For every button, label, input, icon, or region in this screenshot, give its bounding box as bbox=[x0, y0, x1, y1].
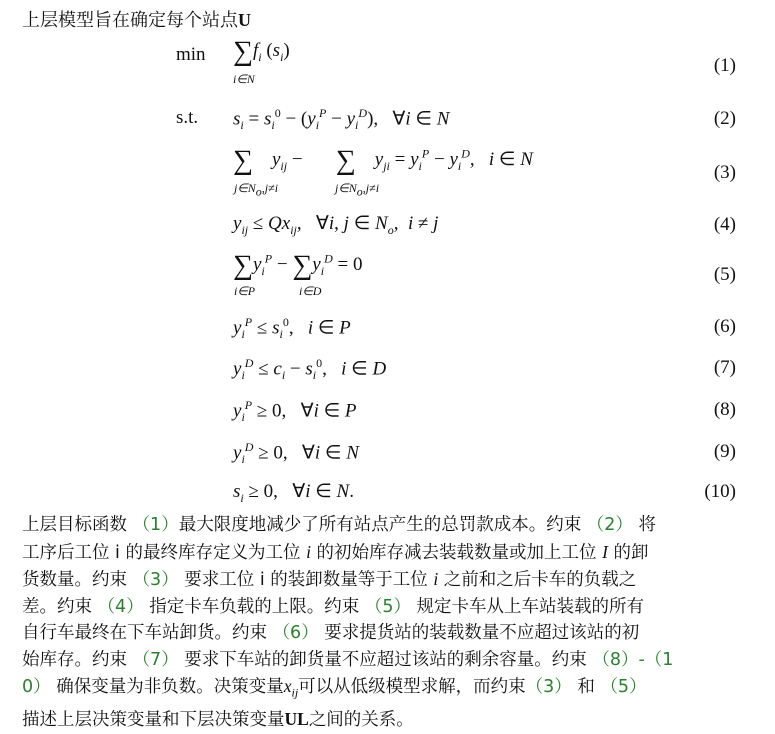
equation-6: $y_i^P \le s_i^0$, i ∈ P bbox=[233, 315, 351, 342]
equation-9: $y_i^D \ge 0$, ∀i ∈ N bbox=[233, 440, 359, 467]
eq-number-6: (6) bbox=[713, 316, 736, 337]
eq3-subscript-a: $j\in N_o,j\ne i$ bbox=[234, 181, 279, 199]
eq-number-4: (4) bbox=[713, 214, 736, 235]
section-heading bbox=[22, 6, 251, 32]
equation-10: $s_i \ge 0$, ∀i ∈ N. bbox=[233, 481, 354, 505]
eq1-subscript: i∈N bbox=[233, 72, 255, 86]
ref-link[interactable]: （8）-（1 bbox=[592, 649, 674, 670]
min-label: min bbox=[176, 44, 206, 65]
equation-4: $y_{ij} \le Qx_{ij}$, ∀i, j ∈ $N_o$, i ≠ j bbox=[233, 213, 439, 237]
eq-number-1: (1) bbox=[713, 55, 736, 76]
equation-1: $\sum f_i$ $(s_i)$ bbox=[233, 36, 290, 67]
eq-number-8: (8) bbox=[713, 399, 736, 420]
equation-8: $y_i^P \ge 0$, ∀i ∈ P bbox=[233, 398, 357, 425]
ref-link[interactable]: （1） bbox=[132, 515, 179, 535]
ref-link[interactable]: （7） bbox=[132, 649, 179, 670]
ref-link[interactable]: 0） bbox=[22, 677, 51, 697]
eq3-subscript-b: $j\in N_o,j\ne i$ bbox=[335, 181, 380, 199]
st-label: s.t. bbox=[176, 107, 199, 128]
heading-text: 上层模型旨在确定每个站点 bbox=[22, 10, 238, 31]
heading-bold: U bbox=[238, 10, 251, 30]
ref-link[interactable]: （6） bbox=[272, 623, 319, 643]
eq-number-5: (5) bbox=[713, 264, 736, 285]
eq5-subscript-b: i∈D bbox=[299, 284, 322, 298]
ref-link[interactable]: （2） bbox=[586, 515, 633, 535]
eq5-subscript-a: i∈P bbox=[234, 284, 256, 298]
eq-number-7: (7) bbox=[713, 357, 736, 378]
eq-number-2: (2) bbox=[713, 108, 736, 129]
equation-7: $y_i^D \le c_i - s_i^0$, i ∈ D bbox=[233, 356, 387, 383]
ref-link[interactable]: （3） bbox=[132, 570, 179, 590]
eq-number-10: (10) bbox=[704, 481, 736, 502]
ref-link[interactable]: （5） bbox=[600, 677, 647, 697]
ref-link[interactable]: （4） bbox=[97, 596, 144, 617]
equation-3: ∑ $y_{ij}$ − ∑ $y_{ji} = y_i^P - y_i^D$, i ∈ N bbox=[233, 145, 533, 176]
equation-2: $s_i = s_i^0 - (y_i^P - y_i^D)$, ∀i ∈ N bbox=[233, 106, 450, 133]
eq-number-9: (9) bbox=[713, 441, 736, 462]
ref-link[interactable]: （5） bbox=[364, 596, 411, 617]
explanation-paragraph: 上层目标函数 （1）最大限度地减少了所有站点产生的总罚款成本。约束 （2） 将 工序后工位 i 的最终库存定义为工位 i 的初始库存减去装载数量或加上工位 I 的卸 货数量。约束 （3） 要求工位 i 的装卸数量等于工位 i 之前和之后卡车的负载之 差。约束 （4） 指定卡车负载的上限。约束 （5） 规定卡车从上车站装载的所有 自行车最终在下车站卸货。约束 （6） 要求提货站的装载数量不应超过该站的初 始库存。约束 （7） 要求下车站的卸货量不应超过该站的剩余容量。约束 （8）-（1 0） 确保变量为非负数。决策变量$x_{ij}$可以从低级模型求解，而约束（3） 和 （5） 描述上层决策变量和下层决策变量UL之间的关系。 bbox=[22, 515, 674, 730]
equation-5: $\sum y_i^P - \sum y_i^D = 0$ bbox=[233, 250, 363, 281]
ref-link[interactable]: （3） bbox=[525, 677, 572, 697]
eq-number-3: (3) bbox=[713, 162, 736, 183]
